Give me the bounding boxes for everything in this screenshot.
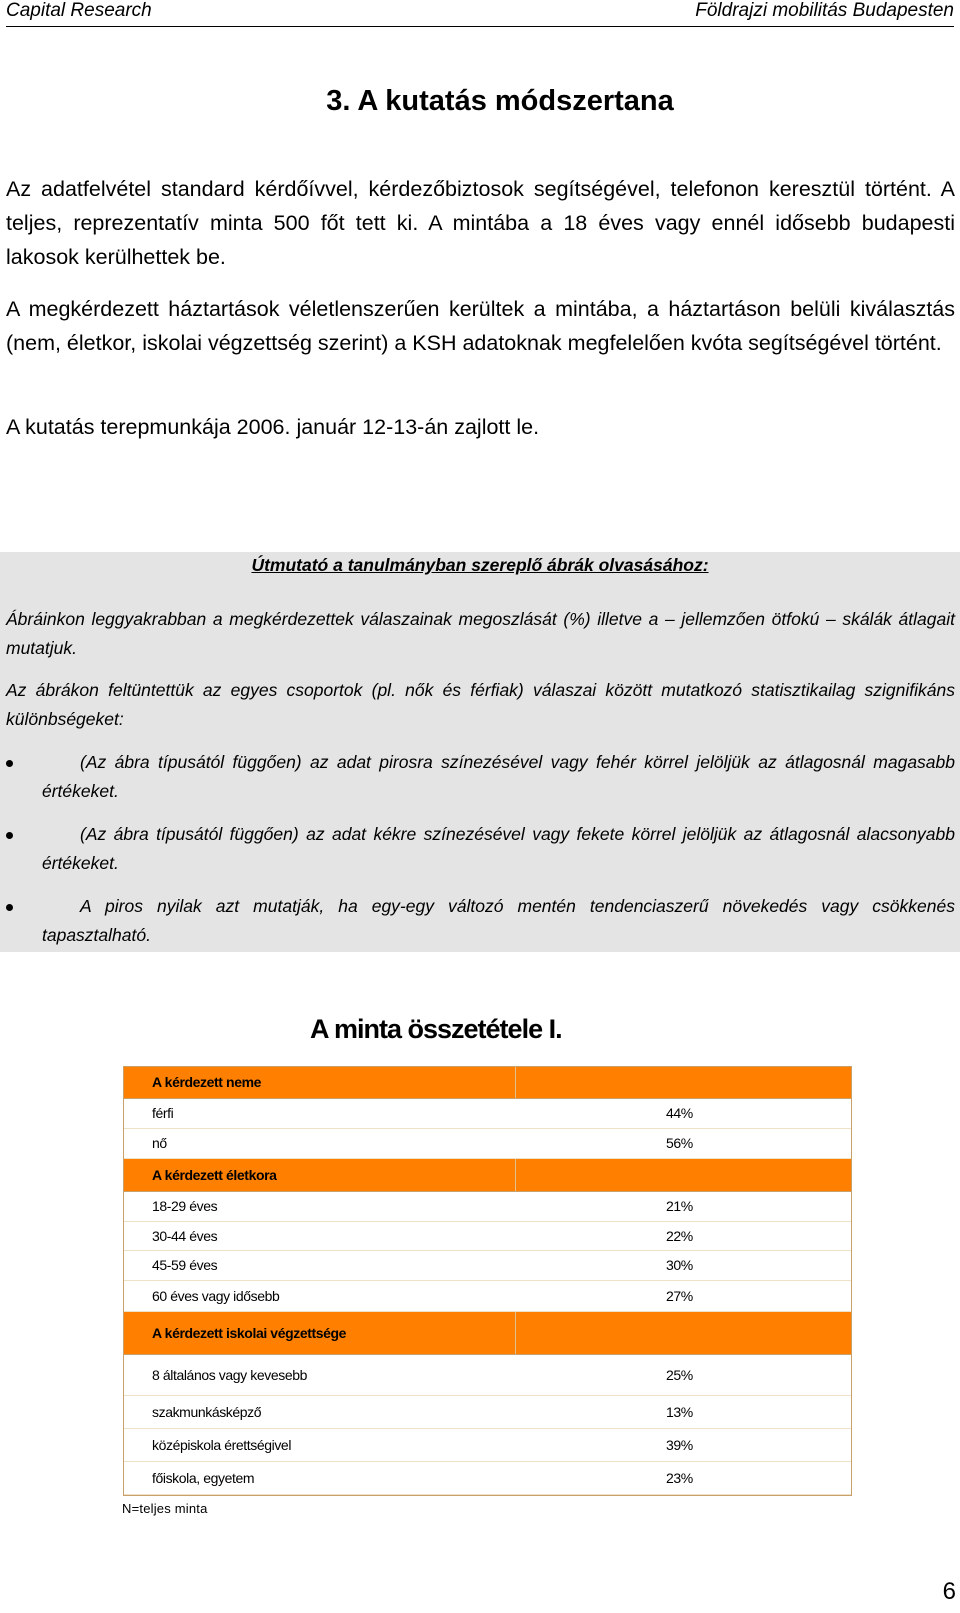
header-divider	[515, 1067, 516, 1098]
row-label: 60 éves vagy idősebb	[152, 1287, 280, 1304]
row-value: 56%	[666, 1135, 693, 1151]
table-row	[124, 1355, 851, 1396]
section-title: 3. A kutatás módszertana	[326, 85, 674, 117]
row-label: középiskola érettségivel	[152, 1436, 292, 1453]
row-label: 18-29 éves	[152, 1198, 218, 1214]
table-row	[124, 1462, 851, 1495]
sample-composition-table	[123, 1066, 852, 1496]
guide-bullet-text: (Az ábra típusától függően) az adat pirosra színezésével vagy fehér körrel jelöljük az átlagosnál magasabb értékeket.	[42, 752, 955, 801]
table-group-header	[124, 1312, 851, 1355]
table-row	[124, 1222, 851, 1251]
guide-paragraph-1: Ábráinkon leggyakrabban a megkérdezettek válaszainak megoszlását (%) illetve a – jellemzően ötfokú – skálák átlagait mutatjuk.	[6, 609, 955, 658]
paragraph-3: A kutatás terepmunkája 2006. január 12-13-án zajlott le.	[6, 415, 540, 439]
table-row	[124, 1396, 851, 1429]
group-label: A kérdezett iskolai végzettsége	[152, 1324, 347, 1341]
row-label: nő	[152, 1135, 167, 1151]
table-group-header	[124, 1159, 851, 1192]
row-value: 44%	[666, 1105, 693, 1121]
table-row	[124, 1281, 851, 1312]
row-value: 22%	[666, 1227, 693, 1244]
header-right: Földrajzi mobilitás Budapesten	[695, 0, 954, 21]
page-header	[6, 0, 954, 27]
row-label: férfi	[152, 1105, 174, 1121]
table-row	[124, 1251, 851, 1281]
row-label: szakmunkásképző	[152, 1403, 262, 1420]
header-divider	[515, 1159, 516, 1191]
bullet-dot-icon	[6, 760, 13, 767]
page-number: 6	[942, 1578, 956, 1605]
table-title: A minta összetétele I.	[310, 1014, 562, 1044]
row-value: 23%	[666, 1469, 693, 1486]
group-label: A kérdezett életkora	[152, 1166, 277, 1183]
header-left: Capital Research	[6, 0, 152, 21]
table-row	[124, 1129, 851, 1159]
row-label: 8 általános vagy kevesebb	[152, 1366, 307, 1383]
group-label: A kérdezett neme	[152, 1074, 262, 1090]
guide-bullet-text: A piros nyilak azt mutatják, ha egy-egy változó mentén tendenciaszerű növekedés vagy csökkenés tapasztalható.	[42, 896, 955, 945]
paragraph-2: A megkérdezett háztartások véletlenszerűen kerültek a mintába, a háztartáson belüli kiválasztás (nem, életkor, iskolai végzettség szerint) a KSH adatoknak megfelelően kvóta segítségével történt.	[6, 297, 955, 355]
bullet-dot-icon	[6, 904, 13, 911]
table-row	[124, 1192, 851, 1222]
header-divider	[515, 1312, 516, 1354]
guide-paragraph-2: Az ábrákon feltüntettük az egyes csoportok (pl. nők és férfiak) válaszai között mutatkozó statisztikailag szignifikáns különbségeket:	[6, 680, 955, 729]
row-value: 21%	[666, 1198, 693, 1214]
row-value: 25%	[666, 1366, 693, 1383]
table-note: N=teljes minta	[122, 1501, 208, 1516]
guide-title: Útmutató a tanulmányban szereplő ábrák olvasásához:	[251, 555, 709, 575]
row-label: főiskola, egyetem	[152, 1469, 255, 1486]
table-group-header	[124, 1067, 851, 1099]
row-value: 39%	[666, 1436, 693, 1453]
table-row	[124, 1429, 851, 1462]
row-value: 13%	[666, 1403, 693, 1420]
row-value: 30%	[666, 1257, 693, 1273]
guide-bullet-text: (Az ábra típusától függően) az adat kékre színezésével vagy fekete körrel jelöljük az átlagosnál alacsonyabb értékeket.	[42, 824, 955, 873]
row-label: 45-59 éves	[152, 1257, 218, 1273]
paragraph-1: Az adatfelvétel standard kérdőívvel, kérdezőbiztosok segítségével, telefonon keresztül történt. A teljes, reprezentatív minta 500 főt tett ki. A mintába a 18 éves vagy ennél idősebb budapesti lakosok kerülhettek be.	[6, 177, 955, 269]
row-label: 30-44 éves	[152, 1227, 218, 1244]
row-value: 27%	[666, 1287, 693, 1304]
table-row	[124, 1099, 851, 1129]
bullet-dot-icon	[6, 832, 13, 839]
